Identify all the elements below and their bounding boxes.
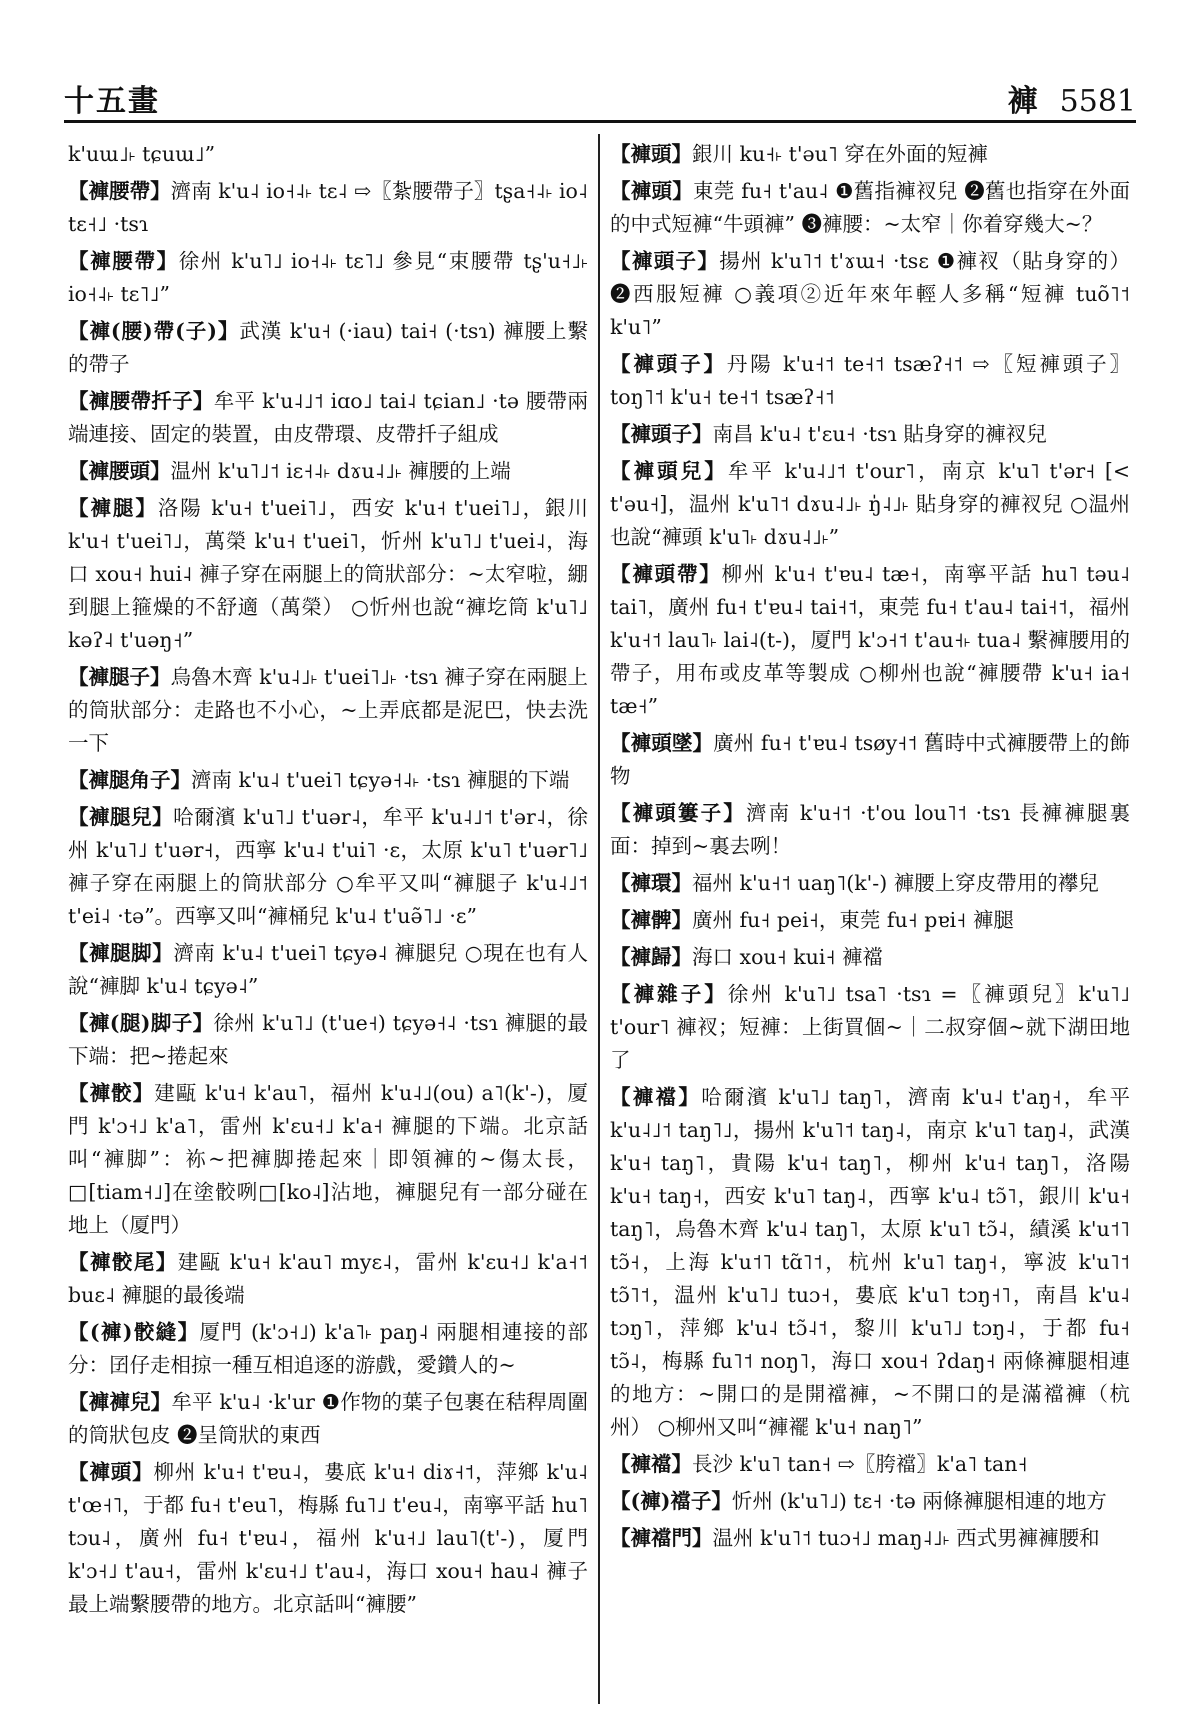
dictionary-entry <box>68 1386 588 1452</box>
entry-headword: 【褲(腿)脚子】 <box>68 1011 214 1035</box>
entry-definition: 厦門 (k'ɔ˧˩) k'a˥˫ paŋ˨ 兩腿相連接的部分：囝仔走相掠一種互相追逐的游戲，愛鑽人的~ <box>68 1320 588 1377</box>
dictionary-entry <box>610 904 1130 937</box>
dictionary-entry <box>610 867 1130 900</box>
entry-definition: 丹陽 k'u˧˦ te˧˦ tsæʔ˧˦ ⇨〖短褲頭子〗toŋ˥˦ k'u˧ te˧˦ tsæʔ˧˦ <box>610 352 1130 409</box>
running-head <box>1008 76 1136 120</box>
dictionary-entry <box>68 455 588 488</box>
entry-headword: 【褲頭】 <box>610 142 692 166</box>
entry-headword: 【(褲)襠子】 <box>610 1489 732 1513</box>
head-character: 褲 <box>1007 84 1038 119</box>
entry-definition: 哈爾濱 k'u˥˩ t'uər˨，牟平 k'u˨˩˦ t'ər˨，徐州 k'u˥˩ t'uər˧，西寧 k'u˨ t'ui˥ ·ɛ，太原 k'u˥ t'uər˥˩ 褲子穿在兩腿上的筒狀部分 ○牟平又叫“褲腿子 k'u˨˩˦ t'ei˨ ·tə”。西寧又叫“褲桶兒 k'u˨ t'uə̃˥˩ ·ɛ” <box>68 805 588 928</box>
entry-headword: 【褲頭兒】 <box>610 459 728 483</box>
entry-definition: 揚州 k'u˥˦ t'ɤɯ˧ ·tsɛ ❶褲衩（貼身穿的） ❷西服短褲 ○義項②近年來年輕人多稱“短褲 tuõ˥˦ k'u˥” <box>610 249 1130 339</box>
entry-definition: 廣州 fu˧ pei˧，東莞 fu˧ pɐi˧ 褲腿 <box>692 908 1014 932</box>
entry-headword: 【褲頭】 <box>610 179 693 203</box>
entry-definition: 温州 k'u˥˦ tuɔ˧˩ maŋ˨˩˫ 西式男褲褲腰和 <box>712 1526 1100 1550</box>
entry-headword: 【褲環】 <box>610 871 692 895</box>
entry-definition: 徐州 k'u˥˩ (t'ue˧) tɕyə˧˨ ·tsɿ 褲腿的最下端：把~捲起來 <box>68 1011 588 1068</box>
section-label: 十五畫 <box>64 84 160 119</box>
entry-headword: 【褲髀】 <box>610 908 692 932</box>
dictionary-entry <box>610 797 1130 863</box>
dictionary-entry <box>68 385 588 451</box>
entry-headword: 【褲頭子】 <box>610 249 720 273</box>
dictionary-entry <box>68 1077 588 1242</box>
dictionary-entry <box>68 492 588 657</box>
page-number: 5581 <box>1059 84 1136 119</box>
entry-headword: 【褲(腰)帶(子)】 <box>68 319 240 343</box>
entry-headword: 【褲頭子】 <box>610 352 727 376</box>
dictionary-entry <box>610 1522 1130 1555</box>
right-column <box>610 138 1130 1710</box>
header-rule <box>64 120 1136 123</box>
dictionary-entry <box>68 245 588 311</box>
entry-headword: 【褲腿脚】 <box>68 941 174 965</box>
entry-definition: 南昌 k'u˨ t'ɛu˧ ·tsɿ 貼身穿的褲衩兒 <box>712 422 1047 446</box>
entry-definition: 建甌 k'u˧ k'au˥ myɛ˨，雷州 k'ɛu˧˩ k'a˧˦ buɛ˨ 褲腿的最後端 <box>68 1250 588 1307</box>
entry-definition: 温州 k'u˥˩˦ iɛ˧˨˫ dɤu˨˩˫ 褲腰的上端 <box>170 459 511 483</box>
entry-definition: 哈爾濱 k'u˥˩ taŋ˥，濟南 k'u˨ t'aŋ˧，牟平 k'u˨˩˦ taŋ˥˩，揚州 k'u˥˦ taŋ˨，南京 k'u˥ taŋ˨，武漢 k'u˧ taŋ˥，貴陽 k'u˧ taŋ˥，柳州 k'u˧ taŋ˥，洛陽 k'u˧ taŋ˧，西安 k'u˥ taŋ˨，西寧 k'u˨ tɔ̃˥，銀川 k'u˧ taŋ˥，烏魯木齊 k'u˨ taŋ˥，太原 k'u˥ tɔ̃˨，績溪 k'u˦˥ tɔ̃˧，上海 k'u˦˥ tɑ̃˥˦，杭州 k'u˥ taŋ˧，寧波 k'u˥˦ tɔ̃˥˦，温州 k'u˥˩ tuɔ˧，婁底 k'u˥ tɔŋ˧˥，南昌 k'u˨ tɔŋ˥，萍鄉 k'u˨ tɔ̃˨˦，黎川 k'u˥˩ tɔŋ˨，于都 fu˧ tɔ̃˨，梅縣 fu˥˦ noŋ˥，海口 xou˧ ʔdaŋ˧ 兩條褲腿相連的地方：~開口的是開襠褲，~不開口的是滿襠褲（杭州） ○柳州又叫“褲襬 k'u˧ naŋ˥” <box>610 1085 1130 1439</box>
entry-definition: 東莞 fu˧ t'au˨ ❶舊指褲衩兒 ❷舊也指穿在外面的中式短褲“牛頭褲” ❸褲腰：~太窄｜你着穿幾大~？ <box>610 179 1130 236</box>
entry-definition: 忻州 (k'u˥˩) tɛ˧ ·tə 兩條褲腿相連的地方 <box>731 1489 1107 1513</box>
dictionary-entry <box>68 1316 588 1382</box>
entry-headword: 【褲腰帶】 <box>68 249 179 273</box>
dictionary-entry <box>68 175 588 241</box>
entry-headword: 【褲雜子】 <box>610 982 728 1006</box>
dictionary-entry <box>610 418 1130 451</box>
entry-definition: 洛陽 k'u˧ t'uei˥˩，西安 k'u˧ t'uei˥˩，銀川 k'u˧ t'uei˥˩，萬榮 k'u˧ t'uei˥，忻州 k'u˥˩ t'uei˨，海口 xou˧ hui˨ 褲子穿在兩腿上的筒狀部分：~太窄啦，綳到腿上箍燥的不舒適（萬榮） ○忻州也說“褲圪筒 k'u˥˩ kəʔ˨ t'uəŋ˧” <box>68 496 588 652</box>
entry-headword: 【褲襠】 <box>610 1085 702 1109</box>
entry-definition: 廣州 fu˧ t'ɐu˨ tsøy˧˦ 舊時中式褲腰帶上的飾物 <box>610 731 1130 788</box>
entry-definition: 徐州 k'u˥˩ tsa˥ ·tsɿ =〖褲頭兒〗k'u˥˩ t'our˥ 褲衩；短褲：上街買個~｜二叔穿個~就下湖田地了 <box>610 982 1130 1072</box>
entry-headword: 【褲頭子】 <box>610 422 713 446</box>
dictionary-entry <box>610 727 1130 793</box>
entry-headword: 【褲腰帶】 <box>68 179 171 203</box>
column-divider <box>598 134 600 1704</box>
entry-definition: 濟南 k'u˧˦ ·t'ou lou˥˦ ·tsɿ 長褲褲腿裏面：掉到~裏去咧！ <box>610 801 1130 858</box>
entry-headword: 【褲腿子】 <box>68 665 171 689</box>
entry-definition: 徐州 k'u˥˩ io˧˨˫ tɛ˥˩ 參見“束腰帶 tʂ'u˧˩˫ io˧˨˫ tɛ˥˩” <box>68 249 588 306</box>
dictionary-entry <box>610 175 1130 241</box>
entry-definition: 牟平 k'u˨ ·k'ur ❶作物的葉子包裹在秸稈周圍的筒狀包皮 ❷呈筒狀的東西 <box>68 1390 588 1447</box>
dictionary-entry <box>68 937 588 1003</box>
continuation-text: k'uɯ˩˫ tɕuɯ˩” <box>68 142 216 166</box>
dictionary-entry <box>610 1485 1130 1518</box>
dictionary-entry <box>610 558 1130 723</box>
dictionary-entry <box>68 1456 588 1621</box>
entry-headword: 【褲腰頭】 <box>68 459 171 483</box>
dictionary-entry <box>68 764 588 797</box>
entry-headword: 【褲腿】 <box>68 496 158 520</box>
entry-definition: 濟南 k'u˨ io˧˨˫ tɛ˨ ⇨〖紮腰帶子〗tʂa˧˨˫ io˨ tɛ˧˩ ·tsɿ <box>68 179 588 236</box>
entry-definition: 牟平 k'u˨˩˦ t'our˥，南京 k'u˥ t'ər˧ [< t'əu˧]，温州 k'u˥˦ dɤu˨˩˫ ŋ̍˨˩˫ 貼身穿的褲衩兒 ○温州也說“褲頭 k'u˥˫ dɤu˨˩˫” <box>610 459 1130 549</box>
dictionary-entry <box>68 1007 588 1073</box>
entry-definition: 烏魯木齊 k'u˨˩˫ t'uei˥˩˫ ·tsɿ 褲子穿在兩腿上的筒狀部分：走路也不小心，~上弄底都是泥巴，快去洗一下 <box>68 665 588 755</box>
dictionary-entry <box>610 978 1130 1077</box>
entry-headword: 【褲頭】 <box>68 1460 154 1484</box>
dictionary-entry <box>610 1081 1130 1444</box>
entry-headword: 【褲骹尾】 <box>68 1250 178 1274</box>
dictionary-entry <box>68 801 588 933</box>
entry-definition: 濟南 k'u˨ t'uei˥ tɕyə˧˨˫ ·tsɿ 褲腿的下端 <box>191 768 570 792</box>
left-column <box>68 138 588 1710</box>
entry-headword: 【褲腿兒】 <box>68 805 174 829</box>
dictionary-entry <box>610 138 1130 171</box>
dictionary-entry <box>68 315 588 381</box>
dictionary-entry <box>68 1246 588 1312</box>
entry-definition: 牟平 k'u˨˩˦ iɑo˩ tai˨ tɕian˩ ·tə 腰帶兩端連接、固定的裝置，由皮帶環、皮帶扦子組成 <box>68 389 588 446</box>
entry-definition: 海口 xou˧ kui˧ 褲襠 <box>692 945 884 969</box>
dictionary-entry <box>610 455 1130 554</box>
entry-definition: 長沙 k'u˥ tan˧ ⇨〖胯襠〗k'a˥ tan˧ <box>692 1452 1028 1476</box>
entry-headword: 【褲歸】 <box>610 945 692 969</box>
dictionary-entry <box>610 348 1130 414</box>
entry-headword: 【(褲)骹縫】 <box>68 1320 200 1344</box>
entry-definition: 銀川 ku˧˫ t'əu˥ 穿在外面的短褲 <box>692 142 988 166</box>
entry-definition: 柳州 k'u˧ t'ɐu˨，婁底 k'u˧ diɤ˧˦，萍鄉 k'u˨ t'œ˧˥，于都 fu˧ t'eu˥，梅縣 fu˥˩ t'eu˨，南寧平話 hu˥ tɔu˨，廣州 fu˧ t'ɐu˨，福州 k'u˧˩ lau˥(t'-)，厦門 k'ɔ˧˩ t'au˧，雷州 k'ɛu˧˩ t'au˨，海口 xou˧ hau˨ 褲子最上端繫腰帶的地方。北京話叫“褲腰” <box>68 1460 588 1616</box>
entry-definition: 建甌 k'u˧ k'au˥，福州 k'u˨˩(ou) a˥(k'-)，厦門 k'ɔ˧˩ k'a˥，雷州 k'ɛu˧˩ k'a˧ 褲腿的下端。北京話叫“褲脚”：袮~把褲脚捲起來｜即領褲的~傷太長，□[tiam˧˩]在塗骹咧□[ko˨]沾地，褲腿兒有一部分碰在地上（厦門） <box>68 1081 588 1237</box>
entry-headword: 【褲腰帶扦子】 <box>68 389 214 413</box>
entry-headword: 【褲襠門】 <box>610 1526 713 1550</box>
entry-headword: 【褲褲兒】 <box>68 1390 172 1414</box>
dictionary-entry <box>610 941 1130 974</box>
entry-headword: 【褲頭墜】 <box>610 731 714 755</box>
entry-headword: 【褲襠】 <box>610 1452 692 1476</box>
entry-definition: 濟南 k'u˨ t'uei˥ tɕyə˨ 褲腿兒 ○現在也有人說“褲脚 k'u˨ tɕyə˨” <box>68 941 588 998</box>
entry-headword: 【褲骹】 <box>68 1081 155 1105</box>
page-header <box>64 70 1136 118</box>
dictionary-entry <box>68 661 588 760</box>
entry-definition: 武漢 k'u˧ (·iau) tai˧ (·tsɿ) 褲腰上繫的帶子 <box>68 319 588 376</box>
dictionary-entry <box>610 1448 1130 1481</box>
entry-headword: 【褲頭簍子】 <box>610 801 746 825</box>
dictionary-entry <box>610 245 1130 344</box>
entry-headword: 【褲頭帶】 <box>610 562 722 586</box>
entry-definition: 福州 k'u˧˦ uaŋ˥(k'-) 褲腰上穿皮帶用的襻兒 <box>692 871 1099 895</box>
entry-definition: 柳州 k'u˧ t'ɐu˨ tæ˧，南寧平話 hu˥ təu˨ tai˥，廣州 fu˧ t'ɐu˨ tai˧˦，東莞 fu˧ t'au˨ tai˧˦，福州 k'u˧˦ lau˥˫ lai˨(t-)，厦門 k'ɔ˧˦ t'au˧˫ tua˨ 繫褲腰用的帶子，用布或皮革等製成 ○柳州也說“褲腰帶 k'u˧ ia˧ tæ˧” <box>610 562 1130 718</box>
entry-headword: 【褲腿角子】 <box>68 768 191 792</box>
